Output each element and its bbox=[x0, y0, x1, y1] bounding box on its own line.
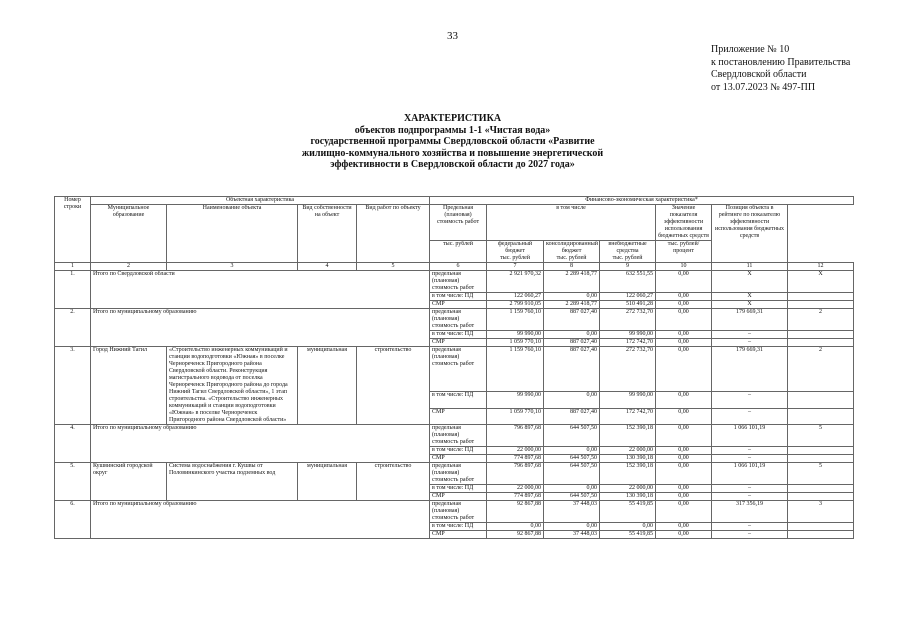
title-line: государственной программы Свердловской области «Развитие bbox=[310, 136, 595, 147]
indicator-cell: X bbox=[712, 271, 788, 293]
appendix-block bbox=[711, 44, 850, 94]
work-type-cell: строительство bbox=[357, 347, 430, 425]
title-line: объектов подпрограммы 1-1 «Чистая вода» bbox=[354, 124, 551, 136]
position-cell bbox=[788, 493, 854, 501]
consolidated-cell: 152 390,18 bbox=[600, 463, 656, 485]
position-cell bbox=[788, 408, 854, 424]
extrabudget-cell: 0,00 bbox=[656, 271, 712, 293]
indicator-cell: 179 669,31 bbox=[712, 309, 788, 331]
federal-cell: 644 507,50 bbox=[544, 493, 600, 501]
cost-type-cell: СМР bbox=[430, 455, 487, 463]
row-number: 6. bbox=[55, 501, 91, 539]
consolidated-cell: 130 390,18 bbox=[600, 455, 656, 463]
federal-cell: 887 027,40 bbox=[544, 339, 600, 347]
col-number: 2 bbox=[91, 263, 167, 271]
federal-cell: 0,00 bbox=[544, 293, 600, 301]
position-cell bbox=[788, 301, 854, 309]
header-position: Позиция объекта в рейтинге по показателю эффективности использования бюджетных средств bbox=[712, 205, 788, 263]
position-cell bbox=[788, 331, 854, 339]
cost-cell: 1 159 760,10 bbox=[487, 347, 544, 392]
indicator-cell: X bbox=[712, 301, 788, 309]
cost-type-cell: предельная (плановая) стоимость работ bbox=[430, 347, 487, 392]
work-type-cell: строительство bbox=[357, 463, 430, 501]
col-number: 6 bbox=[430, 263, 487, 271]
federal-cell: 644 507,50 bbox=[544, 425, 600, 447]
cost-cell: 92 867,88 bbox=[487, 531, 544, 539]
ownership-cell: муниципальная bbox=[298, 347, 357, 425]
consolidated-cell: 55 419,85 bbox=[600, 501, 656, 523]
federal-cell: 0,00 bbox=[544, 392, 600, 408]
col-number: 11 bbox=[712, 263, 788, 271]
cost-type-cell: предельная (плановая) стоимость работ bbox=[430, 463, 487, 485]
position-cell: 5 bbox=[788, 463, 854, 485]
extrabudget-cell: 0,00 bbox=[656, 485, 712, 493]
table-header bbox=[55, 197, 854, 271]
indicator-cell: 1 066 101,19 bbox=[712, 463, 788, 485]
extrabudget-cell: 0,00 bbox=[656, 408, 712, 424]
col-number: 5 bbox=[357, 263, 430, 271]
cost-type-cell: в том числе: ПД bbox=[430, 331, 487, 339]
cost-type-cell: в том числе: ПД bbox=[430, 485, 487, 493]
indicator-cell: 179 669,31 bbox=[712, 347, 788, 392]
cost-type-cell: в том числе: ПД bbox=[430, 523, 487, 531]
object-name-cell: Система водоснабжения г. Кушвы от Половинкинского участка подземных вод bbox=[167, 463, 298, 501]
row-number: 3. bbox=[55, 347, 91, 425]
header-including: в том числе bbox=[487, 205, 656, 241]
position-cell: 3 bbox=[788, 501, 854, 523]
consolidated-cell: 632 551,55 bbox=[600, 271, 656, 293]
cost-type-cell: СМР bbox=[430, 493, 487, 501]
indicator-cell: – bbox=[712, 392, 788, 408]
col-number: 7 bbox=[487, 263, 544, 271]
extrabudget-cell: 0,00 bbox=[656, 331, 712, 339]
cost-cell: 92 867,88 bbox=[487, 501, 544, 523]
consolidated-cell: 510 491,28 bbox=[600, 301, 656, 309]
group-label: Итого по муниципальному образованию bbox=[91, 309, 430, 347]
consolidated-cell: 272 732,70 bbox=[600, 309, 656, 331]
consolidated-cell: 172 742,70 bbox=[600, 408, 656, 424]
cost-cell: 1 059 770,10 bbox=[487, 339, 544, 347]
group-label: Итого по муниципальному образованию bbox=[91, 501, 430, 539]
consolidated-cell: 99 990,00 bbox=[600, 331, 656, 339]
appendix-line: Свердловской области bbox=[711, 69, 807, 80]
position-cell bbox=[788, 447, 854, 455]
table-row bbox=[55, 347, 854, 392]
extrabudget-cell: 0,00 bbox=[656, 455, 712, 463]
object-name-cell: «Строительство инженерных коммуникаций и станции водоподготовки «Южная» в поселке Чернореченск Пригородного района Свердловской области. Реконструкция магистрального водовода от поселка Чернореченск Пригородного района до города Нижний Тагил Свердловской области», 1 этап строительства. «Строительство инженерных коммуникаций и станции водоподготовки «Южная» в поселке Чернореченск Пригородного района Свердловской области» bbox=[167, 347, 298, 425]
indicator-cell: 1 066 101,19 bbox=[712, 425, 788, 447]
cost-type-cell: СМР bbox=[430, 301, 487, 309]
federal-cell: 2 289 418,77 bbox=[544, 271, 600, 293]
consolidated-cell: 152 390,18 bbox=[600, 425, 656, 447]
position-cell bbox=[788, 531, 854, 539]
title-line: жилищно-коммунального хозяйства и повышение энергетической bbox=[301, 147, 604, 159]
col-number: 1 bbox=[55, 263, 91, 271]
consolidated-cell: 272 732,70 bbox=[600, 347, 656, 392]
header-cost: Предельная (плановая) стоимость работ bbox=[430, 205, 487, 241]
consolidated-unit: тыс. рублей bbox=[556, 255, 587, 261]
consolidated-cell: 22 000,00 bbox=[600, 447, 656, 455]
document-title bbox=[0, 113, 905, 171]
header-unit-cost: тыс. рублей bbox=[430, 241, 487, 263]
position-cell: 2 bbox=[788, 347, 854, 392]
federal-cell: 0,00 bbox=[544, 523, 600, 531]
ownership-cell: муниципальная bbox=[298, 463, 357, 501]
extrabudget-cell: 0,00 bbox=[656, 501, 712, 523]
cost-type-cell: в том числе: ПД bbox=[430, 447, 487, 455]
cost-type-cell: в том числе: ПД bbox=[430, 392, 487, 408]
extrabudget-cell: 0,00 bbox=[656, 347, 712, 392]
appendix-line: Приложение № 10 bbox=[711, 44, 790, 55]
federal-cell: 644 507,50 bbox=[544, 455, 600, 463]
header-work-type: Вид работ по объекту bbox=[357, 205, 430, 263]
cost-cell: 22 000,00 bbox=[487, 485, 544, 493]
table-row bbox=[55, 501, 854, 523]
header-federal bbox=[487, 241, 544, 263]
federal-cell: 0,00 bbox=[544, 485, 600, 493]
indicator-cell: – bbox=[712, 523, 788, 531]
position-cell bbox=[788, 485, 854, 493]
cost-cell: 22 000,00 bbox=[487, 447, 544, 455]
federal-cell: 2 289 418,77 bbox=[544, 301, 600, 309]
extrabudget-cell: 0,00 bbox=[656, 523, 712, 531]
header-financial-characteristic: Финансово-экономическая характеристика* bbox=[430, 197, 854, 205]
table-row bbox=[55, 425, 854, 447]
objects-table bbox=[54, 196, 854, 539]
cost-cell: 2 799 910,05 bbox=[487, 301, 544, 309]
consolidated-cell: 172 742,70 bbox=[600, 339, 656, 347]
extrabudget-cell: 0,00 bbox=[656, 493, 712, 501]
indicator-cell: – bbox=[712, 531, 788, 539]
header-consolidated bbox=[544, 241, 600, 263]
col-number: 4 bbox=[298, 263, 357, 271]
position-cell bbox=[788, 455, 854, 463]
header-object-characteristic: Объектная характеристика bbox=[91, 197, 430, 205]
group-label: Итого по Свердловской области bbox=[91, 271, 430, 309]
position-cell bbox=[788, 293, 854, 301]
consolidated-cell: 130 390,18 bbox=[600, 493, 656, 501]
table-row bbox=[55, 309, 854, 331]
cost-type-cell: СМР bbox=[430, 339, 487, 347]
federal-cell: 887 027,40 bbox=[544, 309, 600, 331]
indicator-cell: – bbox=[712, 331, 788, 339]
extrabudget-unit: тыс. рублей bbox=[612, 255, 643, 261]
extrabudget-cell: 0,00 bbox=[656, 301, 712, 309]
extrabudget-cell: 0,00 bbox=[656, 293, 712, 301]
federal-cell: 37 448,03 bbox=[544, 531, 600, 539]
col-number: 10 bbox=[656, 263, 712, 271]
cost-type-cell: предельная (плановая) стоимость работ bbox=[430, 425, 487, 447]
position-cell: 5 bbox=[788, 425, 854, 447]
extrabudget-cell: 0,00 bbox=[656, 463, 712, 485]
municipality-cell: Кушвинский городской округ bbox=[91, 463, 167, 501]
appendix-line: к постановлению Правительства bbox=[711, 56, 851, 68]
indicator-cell: – bbox=[712, 493, 788, 501]
extrabudget-label: внебюджетные средства bbox=[608, 241, 647, 254]
cost-cell: 122 060,27 bbox=[487, 293, 544, 301]
federal-cell: 0,00 bbox=[544, 331, 600, 339]
cost-type-cell: предельная (плановая) стоимость работ bbox=[430, 501, 487, 523]
indicator-cell: – bbox=[712, 339, 788, 347]
col-number: 9 bbox=[600, 263, 656, 271]
position-cell: 2 bbox=[788, 309, 854, 331]
header-municipality: Муниципальное образование bbox=[91, 205, 167, 263]
position-cell bbox=[788, 523, 854, 531]
cost-type-cell: предельная (плановая) стоимость работ bbox=[430, 271, 487, 293]
column-numbers-row bbox=[55, 263, 854, 271]
header-unit-indicator: тыс. рублей/процент bbox=[656, 241, 712, 263]
col-number: 8 bbox=[544, 263, 600, 271]
row-number: 5. bbox=[55, 463, 91, 501]
cost-cell: 796 897,68 bbox=[487, 463, 544, 485]
indicator-cell: 317 356,19 bbox=[712, 501, 788, 523]
cost-type-cell: СМР bbox=[430, 531, 487, 539]
indicator-cell: – bbox=[712, 447, 788, 455]
appendix-line: от 13.07.2023 № 497-ПП bbox=[711, 81, 816, 93]
indicator-cell: X bbox=[712, 293, 788, 301]
table-body bbox=[55, 271, 854, 539]
page-number: 33 bbox=[447, 30, 458, 42]
cost-cell: 99 990,00 bbox=[487, 331, 544, 339]
indicator-cell: – bbox=[712, 455, 788, 463]
extrabudget-cell: 0,00 bbox=[656, 339, 712, 347]
cost-cell: 99 990,00 bbox=[487, 392, 544, 408]
consolidated-cell: 55 419,85 bbox=[600, 531, 656, 539]
header-row-number: Номер строки bbox=[55, 197, 91, 263]
cost-cell: 774 897,68 bbox=[487, 455, 544, 463]
extrabudget-cell: 0,00 bbox=[656, 425, 712, 447]
cost-cell: 2 921 970,32 bbox=[487, 271, 544, 293]
extrabudget-cell: 0,00 bbox=[656, 309, 712, 331]
table-row bbox=[55, 271, 854, 293]
cost-cell: 1 159 760,10 bbox=[487, 309, 544, 331]
indicator-cell: – bbox=[712, 485, 788, 493]
header-ownership: Вид собственности на объект bbox=[298, 205, 357, 263]
header-object-name: Наименование объекта bbox=[167, 205, 298, 263]
extrabudget-cell: 0,00 bbox=[656, 531, 712, 539]
cost-cell: 774 897,68 bbox=[487, 493, 544, 501]
title-line: ХАРАКТЕРИСТИКА bbox=[403, 113, 502, 124]
consolidated-cell: 122 060,27 bbox=[600, 293, 656, 301]
col-number: 12 bbox=[788, 263, 854, 271]
cost-type-cell: предельная (плановая) стоимость работ bbox=[430, 309, 487, 331]
row-number: 4. bbox=[55, 425, 91, 463]
row-number: 2. bbox=[55, 309, 91, 347]
consolidated-cell: 99 990,00 bbox=[600, 392, 656, 408]
federal-cell: 887 027,40 bbox=[544, 408, 600, 424]
cost-type-cell: СМР bbox=[430, 408, 487, 424]
federal-label: федеральный бюджет bbox=[497, 241, 533, 254]
cost-cell: 1 059 770,10 bbox=[487, 408, 544, 424]
consolidated-cell: 22 000,00 bbox=[600, 485, 656, 493]
table-row bbox=[55, 463, 854, 485]
federal-cell: 887 027,40 bbox=[544, 347, 600, 392]
col-number: 3 bbox=[167, 263, 298, 271]
header-extrabudget bbox=[600, 241, 656, 263]
municipality-cell: Город Нижний Тагил bbox=[91, 347, 167, 425]
position-cell bbox=[788, 392, 854, 408]
extrabudget-cell: 0,00 bbox=[656, 447, 712, 455]
position-cell: X bbox=[788, 271, 854, 293]
consolidated-cell: 0,00 bbox=[600, 523, 656, 531]
indicator-cell: – bbox=[712, 408, 788, 424]
cost-type-cell: в том числе: ПД bbox=[430, 293, 487, 301]
title-line: эффективности в Свердловской области до 2027 года» bbox=[330, 159, 575, 170]
consolidated-label: консолидированный бюджет bbox=[546, 241, 598, 254]
extrabudget-cell: 0,00 bbox=[656, 392, 712, 408]
federal-cell: 37 448,03 bbox=[544, 501, 600, 523]
cost-cell: 796 897,68 bbox=[487, 425, 544, 447]
federal-cell: 0,00 bbox=[544, 447, 600, 455]
cost-cell: 0,00 bbox=[487, 523, 544, 531]
federal-unit: тыс. рублей bbox=[500, 255, 530, 261]
position-cell bbox=[788, 339, 854, 347]
group-label: Итого по муниципальному образованию bbox=[91, 425, 430, 463]
federal-cell: 644 507,50 bbox=[544, 463, 600, 485]
header-indicator: Значение показателя эффективности использования бюджетных средств bbox=[656, 205, 712, 241]
row-number: 1. bbox=[55, 271, 91, 309]
